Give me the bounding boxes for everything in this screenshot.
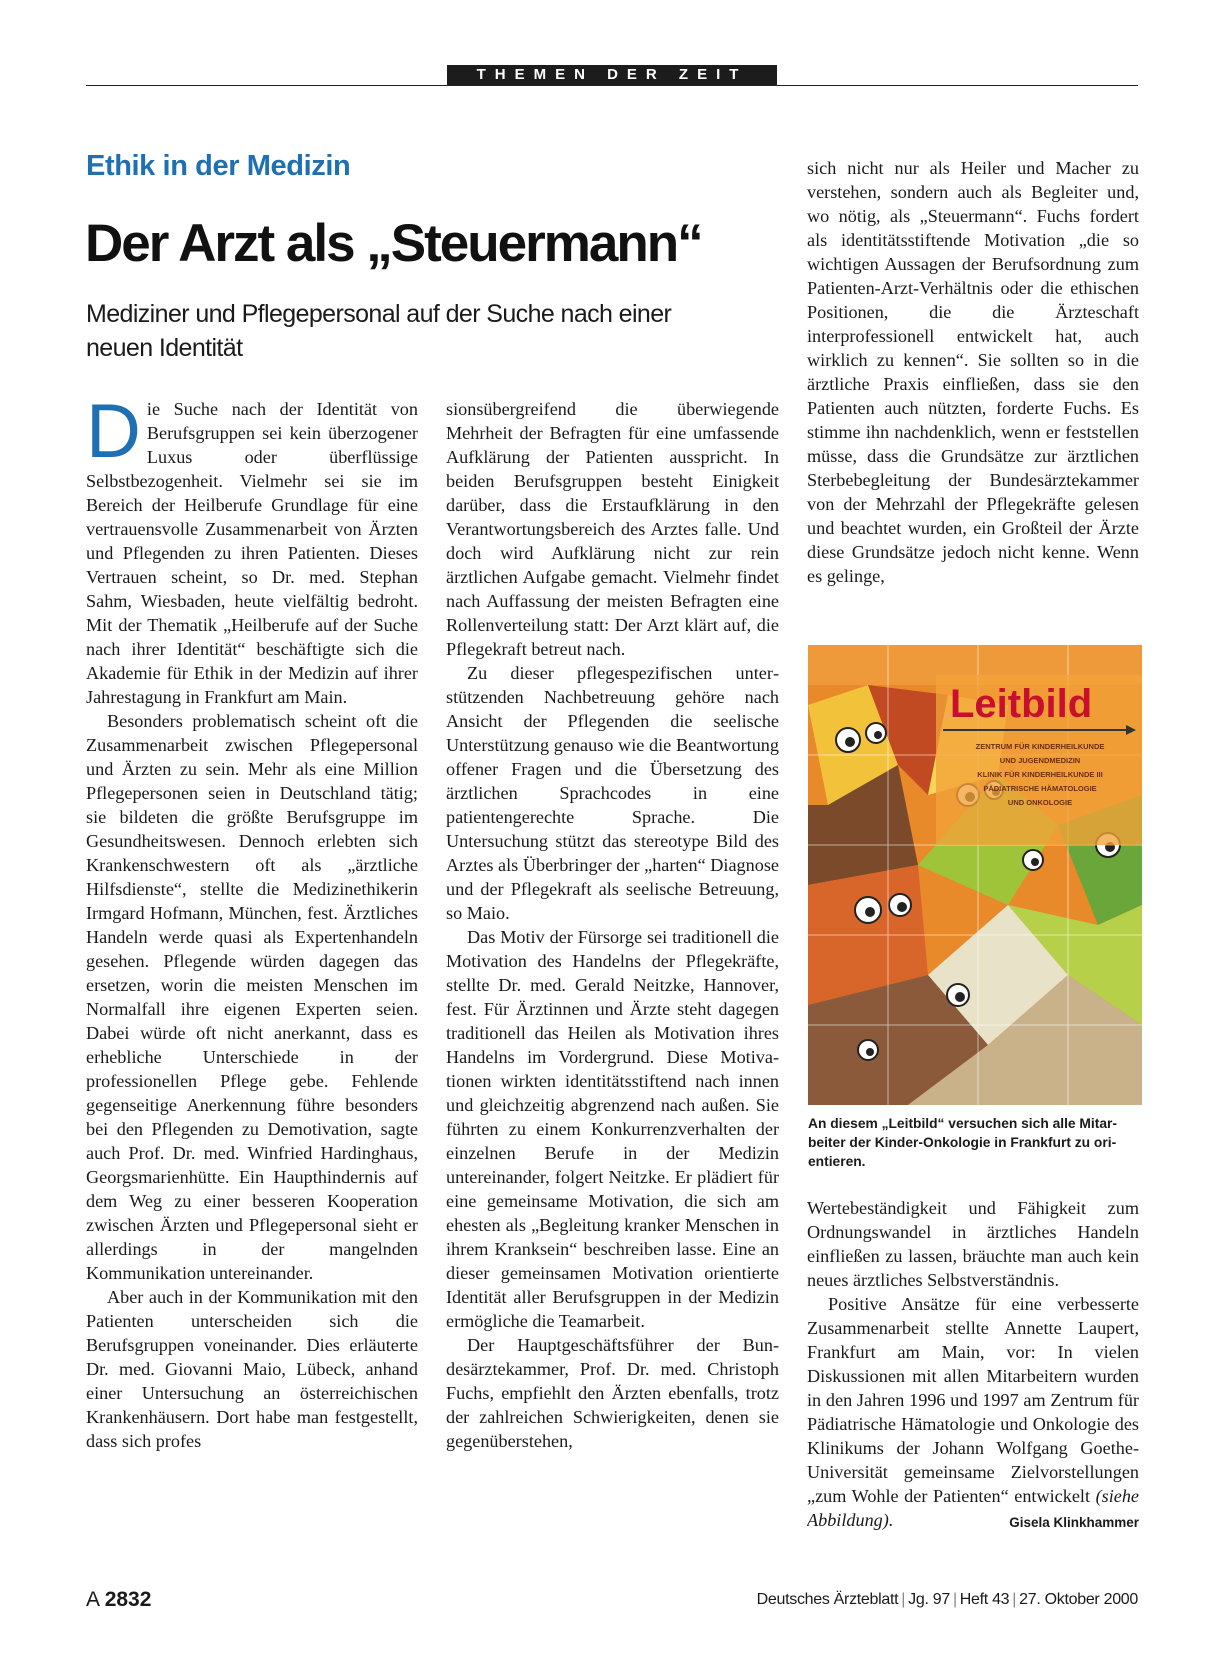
journal-name: Deutsches Ärzteblatt	[756, 1591, 899, 1608]
article-column-2	[446, 397, 779, 1547]
author-name: Gisela Klinkhammer	[1009, 1515, 1139, 1530]
figure-title: Leitbild	[950, 682, 1093, 726]
figure-caption: An diesem „Leitbild“ versuchen sich alle Mitarbeiter der Kinder-Onkologie in Frankfurt zu orientieren.	[808, 1116, 1117, 1169]
journal-date: 27. Oktober 2000	[1019, 1591, 1138, 1608]
drop-cap: D	[86, 397, 141, 474]
article-column-3-bottom	[807, 1196, 1139, 1556]
article-column-3-top	[807, 156, 1139, 616]
paragraph: Aber auch in der Kommunikation mit den Patienten unterscheiden sich die Berufsgruppen voneinander. Dies erläuterte Dr. med. Giovanni Maio, Lübeck, anhand einer Untersuchung an österreichischen Krankenhäusern. Dort habe man festgestellt, dass sich profes	[86, 1287, 418, 1451]
page-number	[86, 1588, 151, 1612]
subtitle-line-2: neuen Identität	[86, 334, 243, 362]
paragraph	[86, 397, 418, 709]
paragraph	[807, 1292, 1139, 1532]
journal-volume: Jg. 97	[908, 1591, 950, 1608]
article-kicker: Ethik in der Medizin	[86, 150, 351, 182]
journal-issue: Heft 43	[959, 1591, 1010, 1608]
article-column-1	[86, 397, 418, 1547]
figure-line: ZENTRUM FÜR KINDERHEILKUNDE	[975, 742, 1105, 751]
figure-line: PÄDIATRISCHE HÄMATOLOGIE	[983, 784, 1097, 793]
page-footer	[86, 1588, 1138, 1618]
paragraph: Der Hauptgeschäftsführer der Bundesärztekammer, Prof. Dr. med. Christoph Fuchs, empfiehlt den Ärzten ebenfalls, trotz der zahlreichen Schwierigkeiten, denen sie gegenüberstehen,	[446, 1335, 779, 1451]
figure-reference: (siehe Abbildung).	[807, 1486, 1139, 1530]
leitbild-illustration	[808, 645, 1142, 1105]
journal-info: Deutsches Ärzteblatt | Jg. 97 | Heft 43 | 27. Oktober 2000	[756, 1591, 1138, 1608]
figure-line: UND ONKOLOGIE	[1007, 798, 1073, 807]
paragraph-text: ie Suche nach der Identität von Berufsgruppen sei kein überzogener Luxus oder überflüssige Selbstbezogenheit. Vielmehr sei sie im Bereich der Heilberufe Grundlage für eine vertrauensvolle Zusammenarbeit von Ärzten und Pflegenden zu ihren Patienten. Dieses Vertrauen scheint, so Dr. med. Stephan Sahm, Wiesbaden, heute vielfältig bedroht. Mit der Thematik „Heilberufe auf der Suche nach ihrer Identität“ beschäftigte sich die Akademie für Ethik in der Medizin auf ihrer Jahrestagung in Frankfurt am Main.	[86, 399, 418, 707]
paragraph: Besonders problematisch scheint oft die Zusammenarbeit zwischen Pflegepersonal und Ärzten zu sein. Mehr als eine Million Pflegepersonen seien in Deutschland tätig; sie bildeten die größte Berufsgruppe im Gesundheitswesen. Dennoch erlebten sich Krankenschwestern oft als „ärztliche Hilfsdienste“, stellte die Medizinethikerin Irmgard Hofmann, München, fest. Ärztliches Handeln werde quasi als Expertenhandeln gesehen. Pflegende würden dagegen das ersetzen, worin die meisten Menschen im Normalfall ihre eigenen Experten seien. Dabei würde oft nicht anerkannt, dass es erhebliche Unterschiede in der professionellen Pflege gebe. Fehlende gegenseitige Anerkennung führe besonders bei den Pflegenden zu Demotivation, sagte auch Prof. Dr. med. Winfried Hardinghaus, Georgsmarienhütte. Ein Haupthindernis auf dem Weg zu einer besseren Kooperation zwischen Ärzten und Pflegepersonal sieht er allerdings in der mangelnden Kommunikation untereinander.	[86, 711, 418, 1283]
figure-line: UND JUGENDMEDIZIN	[999, 756, 1081, 765]
page-prefix: A	[86, 1588, 99, 1611]
header-rule	[86, 85, 1138, 86]
leitbild-figure	[808, 645, 1142, 1105]
paragraph-text: Positive Ansätze für eine verbesserte Zusammenarbeit stellte Annette Laupert, Frankfurt am Main, vor: In vielen Diskussionen mit allen Mitarbeitern wurden in den Jahren 1996 und 1997 am Zentrum für Pädiatrische Hämatologie und Onkologie des Klinikums der Johann Wolfgang Goethe-Universität gemeinsame Zielvorstellungen „zum Wohle der Patienten“ entwickelt	[807, 1294, 1139, 1506]
paragraph: sionsübergreifend die überwiegende Mehrheit der Befragten für eine umfassende Aufklärung der Patienten ausspricht. In beiden Berufsgruppen besteht Einigkeit darüber, dass die Erstaufklärung in den Verantwortungsbereich des Arztes falle. Und doch wird Aufklärung nicht zur rein ärztlichen Aufgabe gemacht. Vielmehr findet nach Auffassung der meisten Befragten eine Rollenverteilung statt: Der Arzt klärt auf, die Pflegekraft betreut nach.	[446, 399, 779, 659]
article-subtitle	[86, 297, 766, 365]
article-headline: Der Arzt als „Steuermann“	[85, 214, 702, 273]
paragraph: Zu dieser pflegespezifischen unterstützenden Nachbetreuung gehöre nach Ansicht der Pflegenden die seelische Unterstützung genauso wie die Beantwortung offener Fragen und die Übersetzung des ärztlichen Sprachcodes in eine patientengerechte Sprache. Die Untersuchung stützt das stereotype Bild des Arztes als Überbringer der „harten“ Diagnose und der Pflegekraft als seelische Betreuung, so Maio.	[446, 663, 779, 923]
section-label: THEMEN DER ZEIT	[447, 65, 777, 85]
paragraph: Das Motiv der Fürsorge sei traditionell die Motivation des Handelns der Pflegekräfte, stellte Dr. med. Gerald Neitzke, Hannover, fest. Für Ärztinnen und Ärzte steht dagegen traditionell das Heilen als Motivation ihres Handelns im Vordergrund. Diese Motivationen wirkten identitätsstiftend nach innen und gleichzeitig abgrenzend nach außen. Sie führten zu einem Konkurrenzverhalten der einzelnen Berufe in der Medizin untereinander, folgert Neitzke. Er plädiert für eine gemeinsame Motivation, die sich am ehesten als „Begleitung kranker Menschen in ihrem Kranksein“ beschreiben lasse. Eine an dieser gemeinsamen Motivation orientierte Identität aller Berufsgruppen in der Medizin ermögliche die Teamarbeit.	[446, 927, 779, 1331]
paragraph: sich nicht nur als Heiler und Macher zu verstehen, sondern auch als Begleiter und, wo nötig, als „Steuermann“. Fuchs fordert als identitätsstiftende Motivation „die so wichtigen Aussagen der Berufsordnung zum Patienten-Arzt-Verhältnis oder die ethischen Positionen, die die Ärzteschaft interprofessionell entwickelt hat, auch wirklich zu kennen“. Sie sollten so in die ärztliche Praxis einfließen, dass sie den Patienten auch nützten, forderte Fuchs. Es stimme ihn nachdenklich, wenn er feststellen müsse, dass die Grundsätze zur ärztlichen Sterbebegleitung der Bundesärztekammer von der Mehrzahl der Pflegekräfte gelesen und beachtet wurden, ein Großteil der Ärzte diese Grundsätze jedoch nicht kenne. Wenn es gelinge,	[807, 158, 1139, 586]
subtitle-line-1: Mediziner und Pflegepersonal auf der Suche nach einer	[86, 300, 672, 328]
paragraph: Wertebeständigkeit und Fähigkeit zum Ordnungswandel in ärztliches Handeln einfließen zu lassen, bräuchte man auch kein neues ärztliches Selbstverständnis.	[807, 1198, 1139, 1290]
page-number-value: 2832	[104, 1588, 152, 1611]
figure-line: KLINIK FÜR KINDERHEILKUNDE III	[977, 770, 1103, 779]
